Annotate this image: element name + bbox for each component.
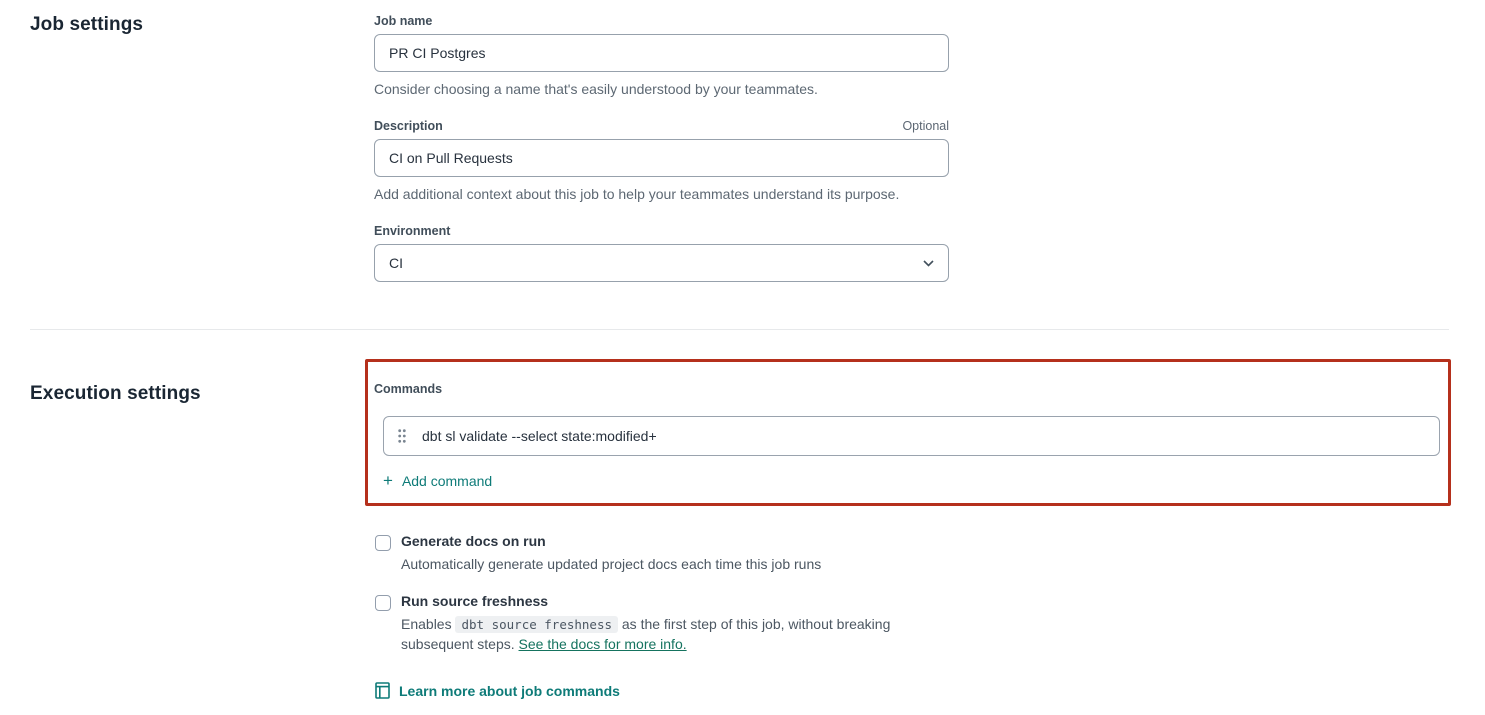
job-settings-section (0, 0, 1485, 282)
add-command-label: Add command (401, 472, 493, 489)
plus-icon: + (383, 471, 393, 491)
commands-label: Commands (374, 382, 443, 397)
description-optional-tag: Optional (902, 119, 949, 134)
execution-settings-section (0, 359, 1485, 704)
generate-docs-option (375, 533, 1485, 574)
book-icon (375, 682, 390, 699)
freshness-desc-suffix: as the first step of this job, without breaking subsequent steps. (401, 615, 891, 652)
job-name-helper: Consider choosing a name that's easily understood by your teammates. (374, 81, 818, 97)
source-freshness-label[interactable]: Run source freshness (401, 592, 549, 609)
source-freshness-description (401, 614, 941, 655)
description-input[interactable] (374, 139, 949, 177)
generate-docs-label[interactable]: Generate docs on run (401, 533, 546, 550)
job-name-input[interactable] (374, 34, 949, 72)
generate-docs-checkbox[interactable] (375, 535, 391, 551)
description-helper: Add additional context about this job to help your teammates understand its purpose. (374, 186, 900, 203)
section-divider (30, 329, 1449, 330)
add-command-button[interactable] (383, 472, 492, 489)
environment-select[interactable] (374, 244, 949, 282)
chevron-down-icon (923, 260, 934, 267)
drag-handle-icon[interactable] (396, 425, 408, 447)
job-name-label: Job name (374, 14, 433, 28)
environment-label: Environment (374, 224, 451, 239)
source-freshness-option (375, 593, 1485, 655)
source-freshness-checkbox[interactable] (375, 595, 391, 611)
environment-selected-value: CI (389, 255, 403, 272)
job-settings-form (374, 14, 1485, 282)
freshness-docs-link[interactable]: See the docs for more info. (518, 635, 687, 652)
command-row (383, 416, 1440, 456)
freshness-desc-prefix: Enables (401, 615, 456, 632)
generate-docs-description: Automatically generate updated project docs each time this job runs (401, 556, 822, 573)
execution-settings-title: Execution settings (30, 383, 201, 405)
command-input[interactable] (422, 428, 1427, 444)
description-label: Description (374, 119, 443, 134)
job-settings-title: Job settings (30, 14, 144, 35)
learn-more-label: Learn more about job commands (399, 682, 620, 699)
learn-more-link[interactable] (375, 682, 620, 699)
commands-highlight-panel (365, 359, 1451, 506)
freshness-code-snippet: dbt source freshness (455, 616, 618, 633)
